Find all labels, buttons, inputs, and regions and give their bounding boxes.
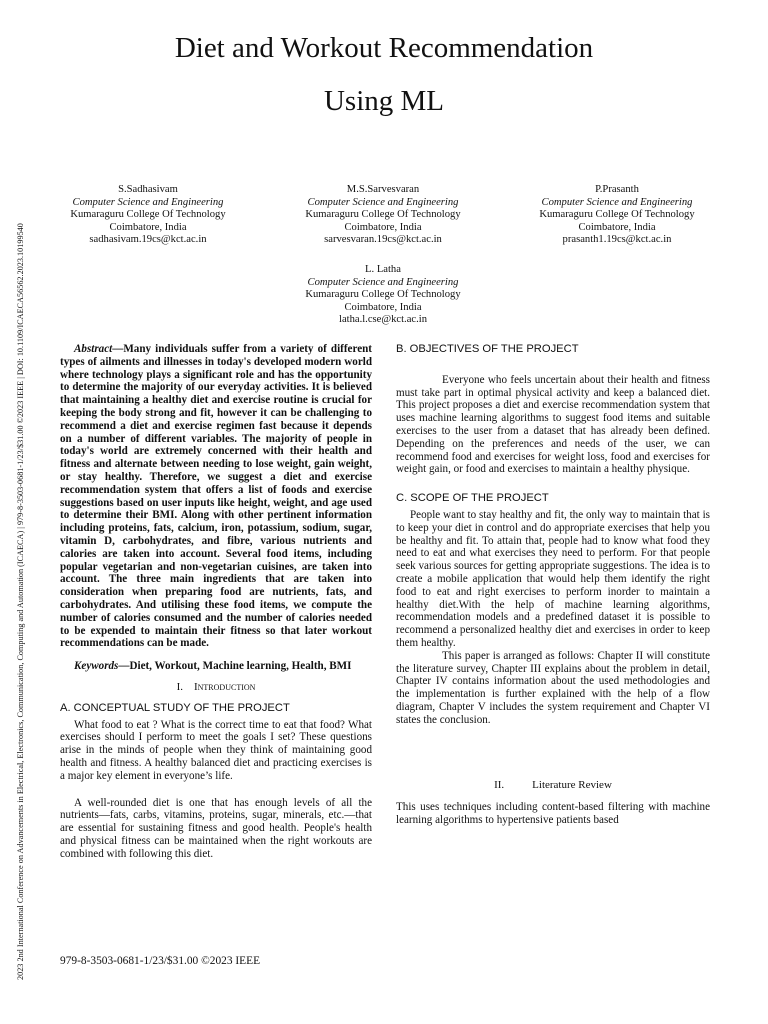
abstract-lead: Abstract — [74, 343, 113, 355]
author-block — [502, 184, 732, 247]
author-block — [268, 264, 498, 327]
paragraph: This paper is arranged as follows: Chapter II will constitute the literature survey, Chapter III explains about the problem in detail, Chapter IV contains information about the used methodologies and the implementation is further explained with the help of a flow diagram, Chapter V includes the system requirement and Chapter VI states the conclusion. — [396, 649, 710, 726]
abstract — [60, 343, 372, 650]
keywords-text: —Diet, Workout, Machine learning, Health, BMI — [118, 660, 352, 673]
paper-title-line-2: Using ML — [323, 85, 445, 117]
author-dept: Computer Science and Engineering — [72, 196, 224, 208]
author-name: S.Sadhasivam — [118, 184, 178, 195]
doi-sidebar-text: 2023 2nd International Conference on Advancements in Electrical, Electronics, Communication, Computing and Automation (ICAECA) | 979-8-3503-0681-1/23/$31.00 ©2023 IEEE | DOI: 10.1109/ICAECA56562.2023.10199540 — [16, 223, 25, 980]
author-org: Kumaraguru College Of Technology — [539, 209, 695, 221]
author-dept: Computer Science and Engineering — [307, 276, 459, 288]
paragraph: What food to eat ? What is the correct time to eat that food? What exercises should I perform to meet the goals I set? These questions arise in the minds of people when they think of maintaining good health and fitness. A healthy balanced diet and practicing exercises is a major key element in everyone’s life. — [60, 718, 372, 782]
section-title: Literature Review — [532, 778, 612, 791]
author-block — [33, 184, 263, 247]
author-name: M.S.Sarvesvaran — [346, 184, 420, 195]
author-org: Kumaraguru College Of Technology — [305, 209, 461, 221]
doi-sidebar — [12, 40, 26, 980]
author-email: sarvesvaran.19cs@kct.ac.in — [324, 234, 442, 246]
author-city: Coimbatore, India — [578, 221, 656, 233]
paragraph: Everyone who feels uncertain about their health and fitness must take part in optimal physical activity and keep a balanced diet. This project proposes a diet and exercise recommendation system that uses machine learning algorithms to suggest food items and suitable exercises to the user from a dataset that has already been defined. Depending on the preferences and needs of the user, we can recommend food and exercises for weight loss, food and exercises for weight gain, or food and exercises to maintain a healthy physique. — [396, 373, 710, 476]
keywords-lead: Keywords — [74, 660, 119, 673]
author-org: Kumaraguru College Of Technology — [305, 289, 461, 301]
author-email: prasanth1.19cs@kct.ac.in — [562, 234, 672, 246]
paper-title-line-1: Diet and Workout Recommendation — [174, 32, 594, 64]
right-column — [396, 343, 710, 827]
author-block — [268, 184, 498, 247]
author-org: Kumaraguru College Of Technology — [70, 209, 226, 221]
section-number: I. — [176, 680, 183, 693]
section-number: II. — [494, 778, 505, 791]
keywords — [60, 660, 372, 673]
author-name: P.Prasanth — [595, 184, 639, 195]
author-dept: Computer Science and Engineering — [541, 196, 693, 208]
author-city: Coimbatore, India — [109, 221, 187, 233]
abstract-text: —Many individuals suffer from a variety of different types of ailments and illnesses in today's developed modern world where technology plays a significant role and has the opportunity to determine the majority of our everyday activities. It is believed that maintaining a healthy diet and exercise routine is crucial for keeping the body strong and fit, however it can be challenging to recommend a diet and exercise regimen fast because it depends on a number of different variables. The majority of people in today's world are extremely concerned with their health and fitness and alternate between needing to lose weight, gain weight, or stay healthy. Therefore, we suggest a diet and exercise recommendation system that offers a list of foods and exercise suggestions based on user inputs like height, weight, and age used to determine their BMI. Along with other pertinent information including proteins, fats, calcium, iron, potassium, sodium, sugar, vitamin D, carbohydrates, and fibre, various nutrients and calories are taken into account. Several food items, including popular vegetarian and non-vegetarian cuisines, are taken into account. The three main ingredients that are taken into consideration when preparing food are nutrients, fats, and carbohydrates. And utilising these food items, we compute the number of calories consumed and the number of calories needed to be expended to maintain their fitness so that later workout recommendations can be made. — [60, 343, 372, 650]
subheading-objectives: B. OBJECTIVES OF THE PROJECT — [396, 343, 579, 355]
author-dept: Computer Science and Engineering — [307, 196, 459, 208]
author-name: L. Latha — [365, 264, 401, 275]
paragraph: A well-rounded diet is one that has enough levels of all the nutrients—fats, carbs, vitamins, proteins, sugar, minerals, etc.—that are essential for sustaining fitness and good health. People's health and physical fitness can be maintained when the right workouts are combined with following this diet. — [60, 796, 372, 860]
author-city: Coimbatore, India — [344, 301, 422, 313]
section-heading-literature-review — [396, 779, 710, 792]
section-title: Introduction — [193, 680, 256, 693]
paragraph: This uses techniques including content-based filtering with machine learning algorithms to hypertensive patients based — [396, 801, 710, 827]
author-email: latha.l.cse@kct.ac.in — [339, 314, 427, 326]
left-column — [60, 343, 372, 860]
author-city: Coimbatore, India — [344, 221, 422, 233]
author-email: sadhasivam.19cs@kct.ac.in — [89, 234, 207, 246]
subheading-conceptual-study: A. CONCEPTUAL STUDY OF THE PROJECT — [60, 701, 290, 714]
subheading-scope: C. SCOPE OF THE PROJECT — [396, 492, 549, 505]
section-heading-introduction — [60, 681, 372, 694]
paragraph: People want to stay healthy and fit, the only way to maintain that is to keep your diet in control and do appropriate exercises that help you be healthy and fit. To attain that, people had to know what food they need to eat and what exercises they need to perform. For that people seek various sources for getting appropriate suggestions. The idea is to create a mobile application that would help them identify the right food to eat and right exercises to perform inorder to maintain a healthy diet.With the help of machine learning algorithms, recommendation models and a predefined dataset it is possible to recommend a personalized healthy diet and exercises in order to keep them healthy. — [396, 508, 710, 649]
footer-copyright: 979-8-3503-0681-1/23/$31.00 ©2023 IEEE — [60, 955, 261, 967]
